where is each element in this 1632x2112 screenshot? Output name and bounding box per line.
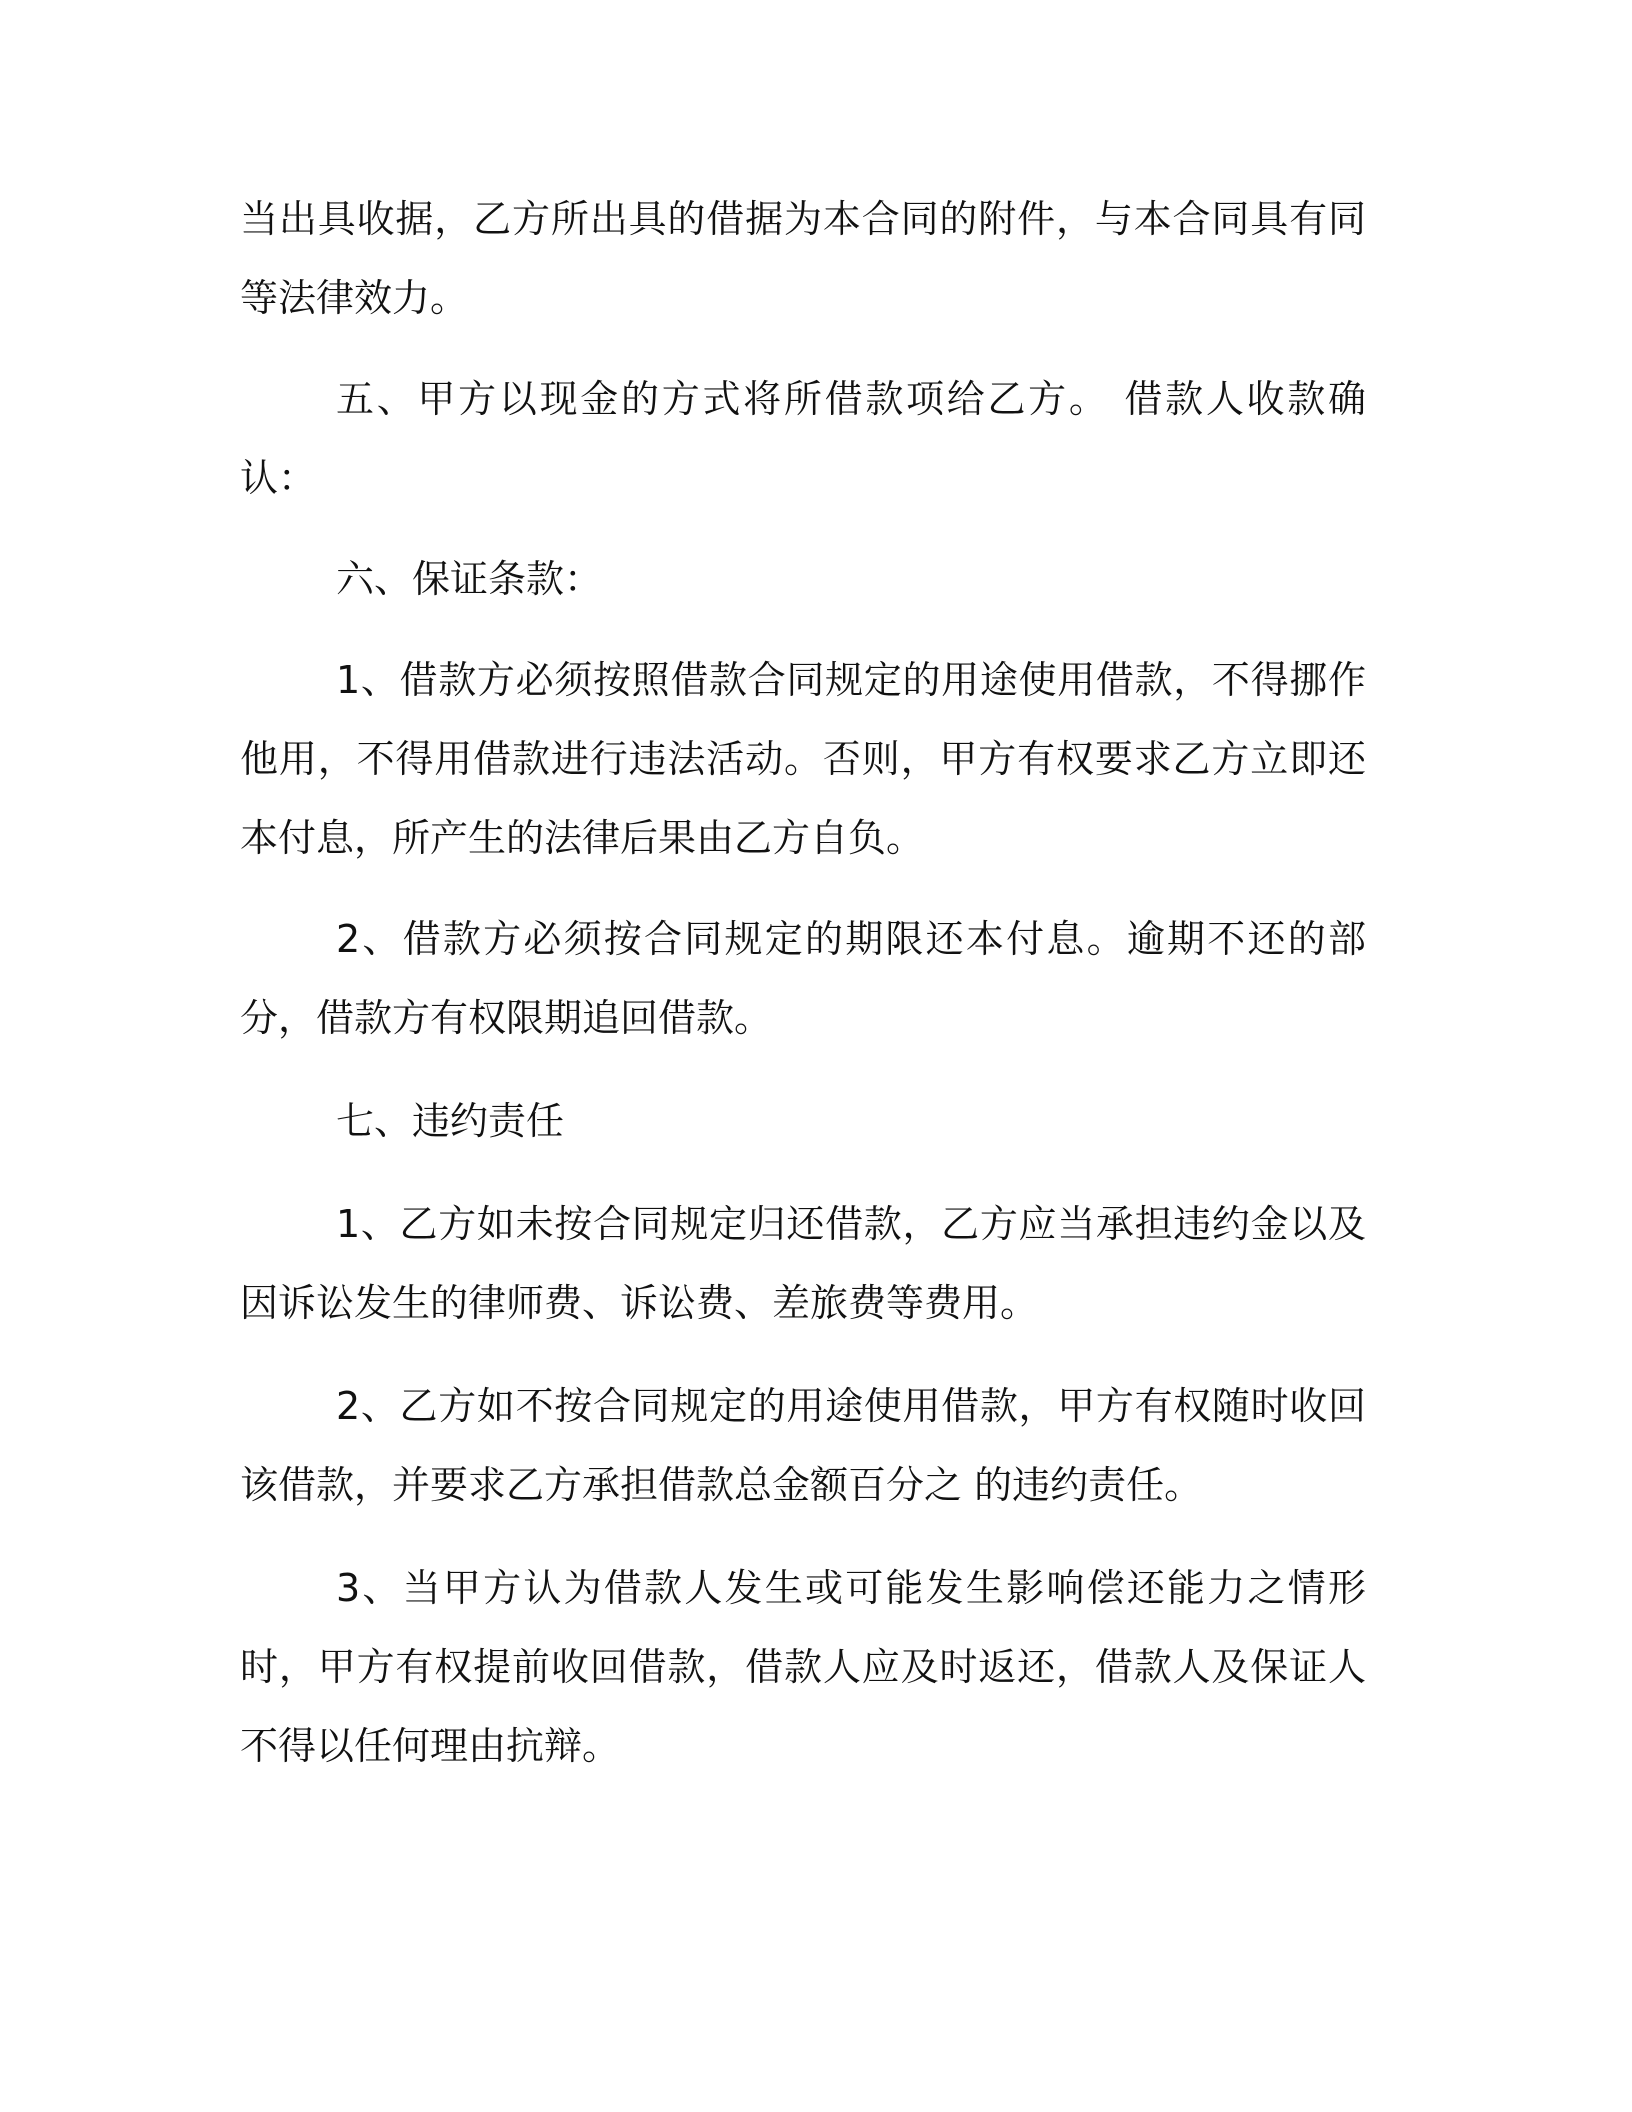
heading-breach-liability: 七、违约责任 (336, 1099, 565, 1143)
paragraph-breach-item-3: 3、当甲方认为借款人发生或可能发生影响偿还能力之情形时，甲方有权提前收回借款，借款人应及时返还，借款人及保证人不得以任何理由抗辩。 (240, 1566, 1366, 1768)
heading-guarantee-clause: 六、保证条款： (336, 557, 603, 601)
paragraph-breach-item-1: 1、乙方如未按合同规定归还借款，乙方应当承担违约金以及因诉讼发生的律师费、诉讼费、差旅费等费用。 (240, 1202, 1366, 1325)
paragraph-receipt-clause: 当出具收据，乙方所出具的借据为本合同的附件，与本合同具有同等法律效力。 (240, 197, 1366, 320)
paragraph-section-five: 五、甲方以现金的方式将所借款项给乙方。 借款人收款确认： (240, 377, 1366, 500)
paragraph-breach-item-2: 2、乙方如不按合同规定的用途使用借款，甲方有权随时收回该借款，并要求乙方承担借款总金额百分之 的违约责任。 (240, 1384, 1366, 1507)
paragraph-guarantee-item-1: 1、借款方必须按照借款合同规定的用途使用借款，不得挪作他用，不得用借款进行违法活动。否则，甲方有权要求乙方立即还本付息，所产生的法律后果由乙方自负。 (240, 658, 1366, 860)
document-body (240, 180, 1366, 1786)
paragraph-guarantee-item-2: 2、借款方必须按合同规定的期限还本付息。逾期不还的部分，借款方有权限期追回借款。 (240, 917, 1366, 1040)
